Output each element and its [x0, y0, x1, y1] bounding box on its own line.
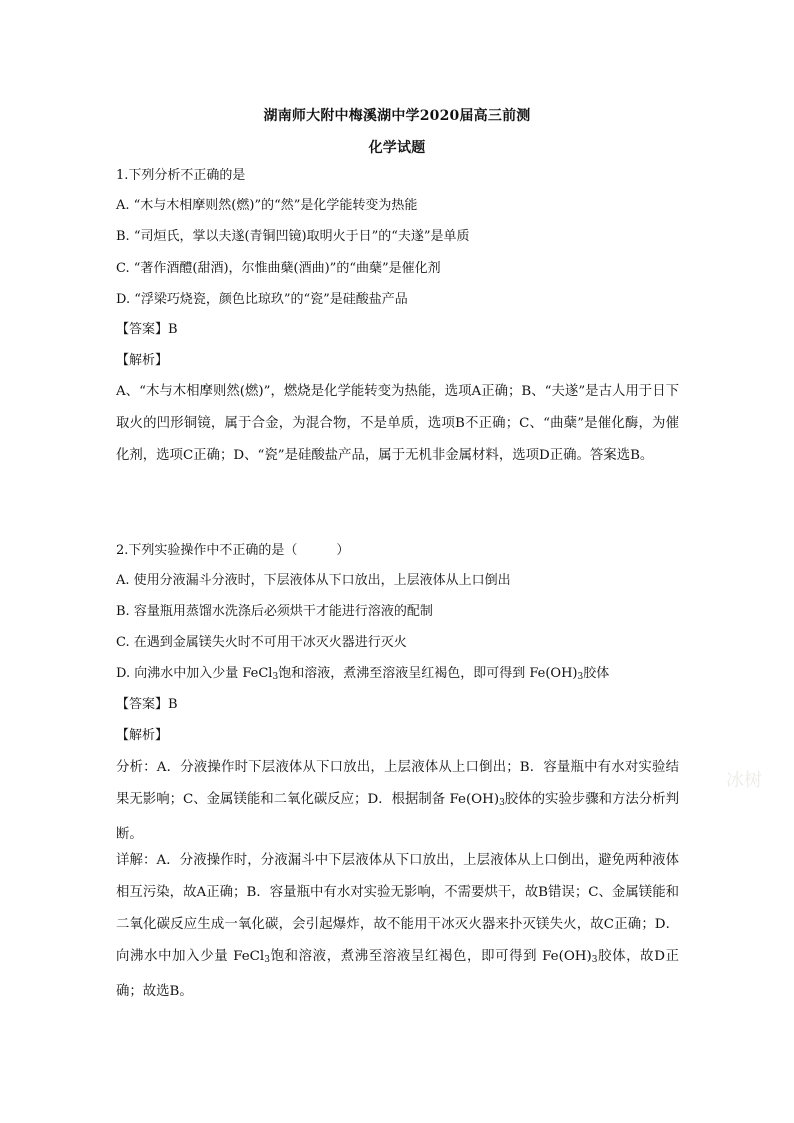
q1-option-d: D. “浮梁巧烧瓷，颜色比琼玖”的“瓷”是硅酸盐产品: [116, 292, 408, 307]
q2-option-b: B. 容量瓶用蒸馏水洗涤后必须烘干才能进行溶液的配制: [116, 604, 433, 619]
q2-option-d: D. 向沸水中加入少量 FeCl$_3$饱和溶液，煮沸至溶液呈红褐色，即可得到 $Fe(OH)_3$胶体: [116, 666, 610, 682]
q2-option-c: C. 在遇到金属镁失火时不可用干冰灭火器进行灭火: [116, 635, 407, 650]
document-subtitle: 化学试题: [368, 140, 426, 156]
q1-option-a: A. “木与木相摩则然(燃)”的“然”是化学能转变为热能: [116, 198, 418, 213]
q2-stem: 2.下列实验操作中不正确的是（ ）: [116, 543, 350, 558]
watermark: 冰树: [726, 770, 762, 791]
q1-stem: 1.下列分析不正确的是: [116, 168, 246, 183]
document-title: 湖南师大附中梅溪湖中学2020届高三前测: [263, 108, 531, 124]
q1-analysis-label: 【解析】: [116, 353, 169, 368]
q1-option-b: B. “司烜氏，掌以夫遂(青铜凹镜)取明火于日”的“夫遂”是单质: [116, 229, 470, 244]
q1-option-c: C. “著作酒醴(甜酒)，尔惟曲蘖(酒曲)”的“曲蘖”是催化剂: [116, 261, 441, 276]
q2-option-a: A. 使用分液漏斗分液时，下层液体从下口放出，上层液体从上口倒出: [116, 573, 511, 588]
q1-analysis: A、“木与木相摩则然(燃)”，燃烧是化学能转变为热能，选项A正确；B、“夫遂”是古人用于日下取火的凹形铜镜，属于合金，为混合物，不是单质，选项B不正确；C、“曲蘖”是催化酶，为催化剂，选项C正确；D、“瓷”是硅酸盐产品，属于无机非金属材料，选项D正确。答案选B。: [116, 384, 679, 463]
q2-xiangjie: 详解：A．分液操作时，分液漏斗中下层液体从下口放出，上层液体从上口倒出，避免两种液体相互污染，故A正确；B．容量瓶中有水对实验无影响，不需要烘干，故B错误；C、金属镁能和二氧化碳反应生成一氧化碳，会引起爆炸，故不能用干冰灭火器来扑灭镁失火，故C正确；D．向沸水中加入少量 FeCl$_3$饱和溶液，煮沸至溶液呈红褐色，即可得到 $Fe(OH)_3$胶体，故D正确；故选B。: [116, 853, 679, 999]
q2-fenxi: 分析：A．分液操作时下层液体从下口放出，上层液体从上口倒出；B．容量瓶中有水对实验结果无影响；C、金属镁能和二氧化碳反应；D．根据制备 $Fe(OH)_3$胶体的实验步骤和方法分析判断。: [116, 760, 680, 842]
q1-answer: 【答案】B: [116, 322, 178, 337]
q2-analysis-label: 【解析】: [116, 728, 169, 743]
q2-answer: 【答案】B: [116, 697, 178, 712]
